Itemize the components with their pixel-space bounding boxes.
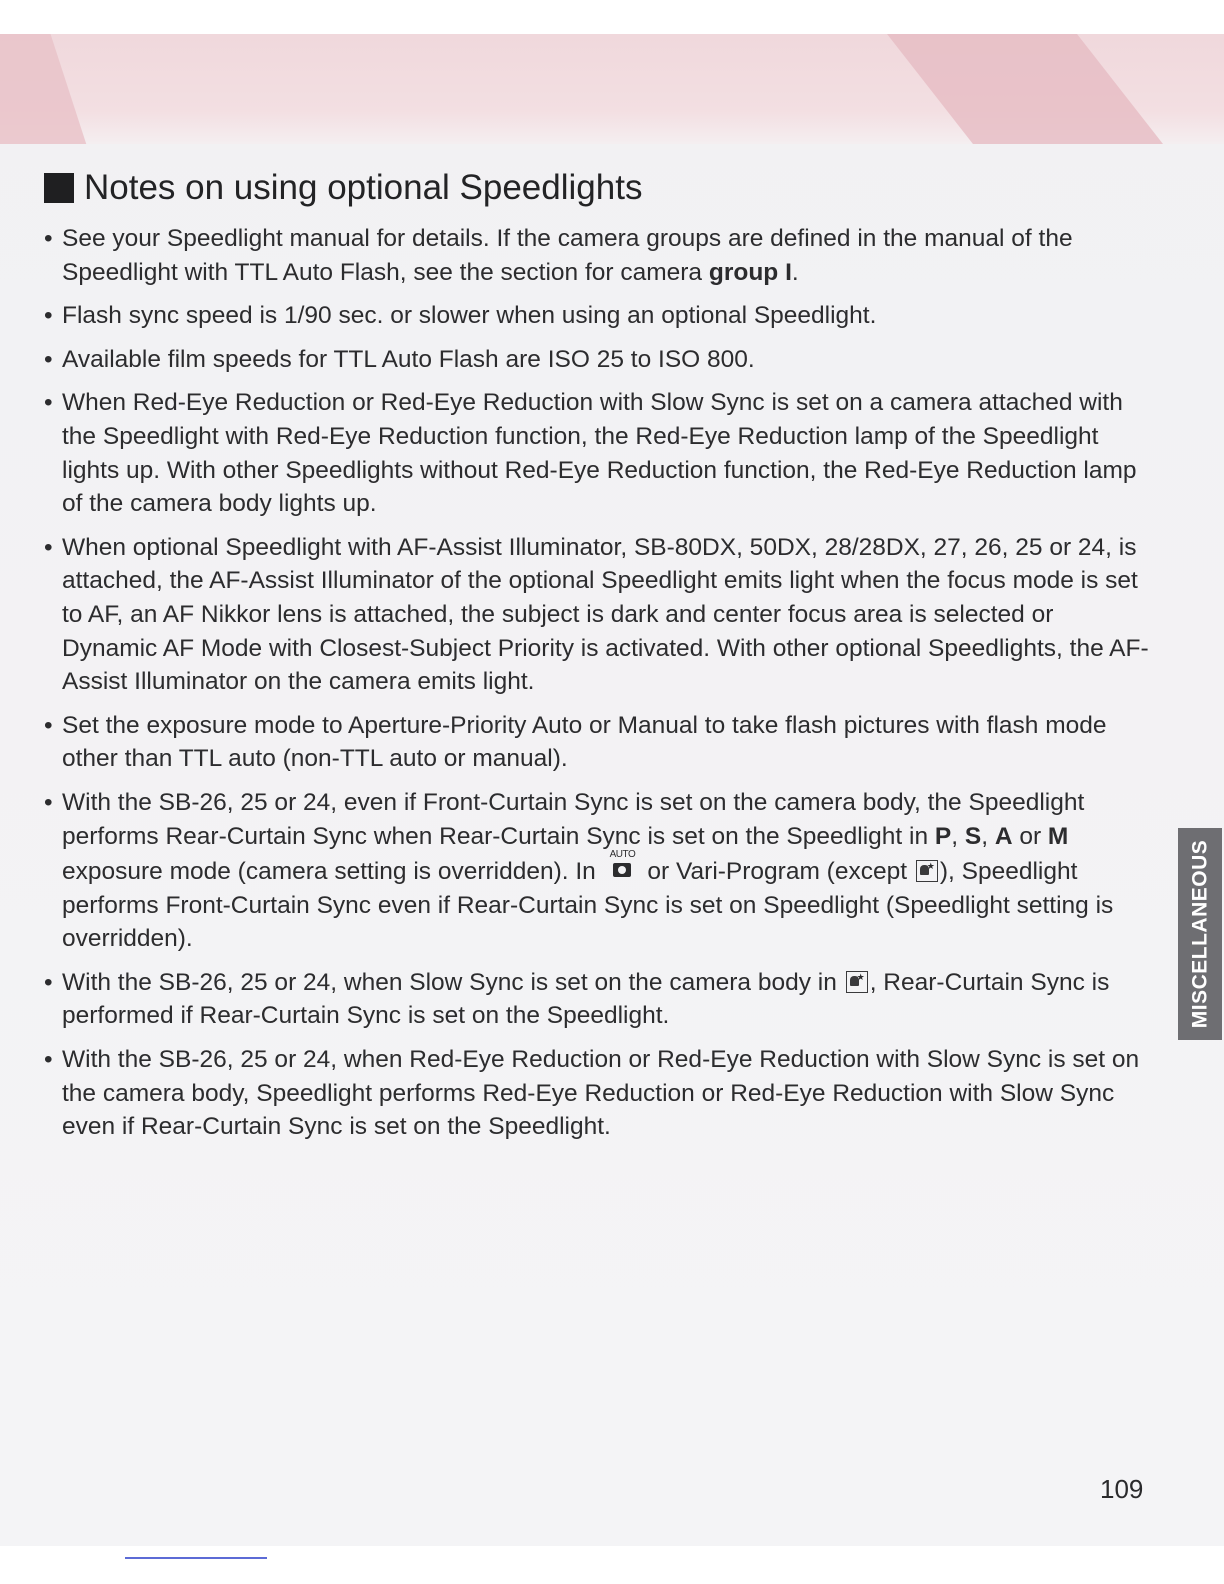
note-text: When optional Speedlight with AF-Assist Illuminator, SB-80DX, 50DX, 28/28DX, 27, 26, 25 or 24, is attached, the AF-Assist Illuminator of the optional Speedlight emits light when the focus mode is set to AF, an AF Nikkor lens is attached, the subject is dark and center focus area is selected or Dynamic AF Mode with Closest-Subject Priority is activated. With other optional Speedlights, the AF-Assist Illuminator on the camera emits light. (62, 533, 1149, 696)
footer-line (125, 1557, 267, 1559)
band-stripe-right (871, 34, 1178, 144)
note-bold-text: A (994, 822, 1013, 850)
note-text: With the SB-26, 25 or 24, when Red-Eye Reduction or Red-Eye Reduction with Slow Sync is set on the camera body, Speedlight performs Red-Eye Reduction or Red-Eye Reduction with Slow Sync even if Rear-Curtain Sync is set on the Speedlight. (62, 1046, 1140, 1141)
note-bold-text: group I (708, 258, 792, 286)
side-tab-label: MISCELLANEOUS (1188, 839, 1212, 1029)
bullet-icon: • (44, 389, 53, 417)
auto-mode-icon (607, 849, 637, 883)
note-text: , (981, 822, 995, 850)
note-item (44, 386, 1154, 520)
section-heading-text: Notes on using optional Speedlights (84, 168, 643, 207)
note-bold-text: S (964, 822, 982, 850)
note-item (44, 299, 1154, 333)
note-bold-text: M (1047, 822, 1069, 850)
notes-list (44, 222, 1154, 1154)
note-item (44, 531, 1154, 699)
miscellaneous-side-tab (1178, 828, 1222, 1040)
note-text: or (1012, 822, 1048, 850)
note-text: When Red-Eye Reduction or Red-Eye Reduction with Slow Sync is set on a camera attached with the Speedlight with Red-Eye Reduction function, the Red-Eye Reduction lamp of the Speedlight lights up. With other Speedlights without Red-Eye Reduction function, the Red-Eye Reduction lamp of the camera body lights up. (62, 389, 1137, 518)
note-text: . (791, 258, 799, 286)
auto-mode-icon-label: AUTO (609, 849, 636, 861)
band-stripe-left (0, 34, 89, 144)
note-text: exposure mode (camera setting is overridden). In (62, 858, 603, 886)
section-heading (44, 168, 1144, 208)
bullet-icon: • (44, 1046, 53, 1074)
note-item (44, 709, 1154, 776)
note-item (44, 343, 1154, 377)
note-bold-text: P (934, 822, 952, 850)
bullet-icon: • (44, 345, 53, 373)
note-item (44, 222, 1154, 289)
note-text: , (951, 822, 965, 850)
heading-square-icon (44, 173, 74, 203)
note-item (44, 786, 1154, 956)
bullet-icon: • (44, 788, 53, 816)
bullet-icon: • (44, 302, 53, 330)
bullet-icon: • (44, 711, 53, 739)
bullet-icon: • (44, 533, 53, 561)
page-number: 109 (1100, 1474, 1144, 1504)
note-item (44, 966, 1154, 1033)
night-portrait-icon: ★ (916, 860, 938, 882)
note-text: Set the exposure mode to Aperture-Priority Auto or Manual to take flash pictures with flash mode other than TTL auto (non-TTL auto or manual). (62, 711, 1107, 773)
note-text: ), Speedlight performs Front-Curtain Sync even if Rear-Curtain Sync is set on Speedlight (Speedlight setting is overridden). (62, 858, 1114, 953)
note-text: Flash sync speed is 1/90 sec. or slower when using an optional Speedlight. (62, 302, 877, 330)
note-text: With the SB-26, 25 or 24, when Slow Sync is set on the camera body in (62, 968, 844, 996)
header-band (0, 34, 1224, 144)
bullet-icon: • (44, 225, 53, 252)
note-item (44, 1043, 1154, 1144)
note-text: Available film speeds for TTL Auto Flash are ISO 25 to ISO 800. (62, 345, 755, 373)
note-text: , Rear-Curtain Sync is performed if Rear-Curtain Sync is set on the Speedlight. (62, 968, 1110, 1030)
night-portrait-icon: ★ (846, 971, 868, 993)
note-text: or Vari-Program (except (640, 858, 914, 886)
note-text: See your Speedlight manual for details. If the camera groups are defined in the manual of the Speedlight with TTL Auto Flash, see the section for camera (62, 225, 1073, 286)
note-text: With the SB-26, 25 or 24, even if Front-Curtain Sync is set on the camera body, the Speedlight performs Rear-Curtain Sync when Rear-Curtain Sync is set on the Speedlight in (62, 788, 1085, 850)
bullet-icon: • (44, 968, 53, 996)
